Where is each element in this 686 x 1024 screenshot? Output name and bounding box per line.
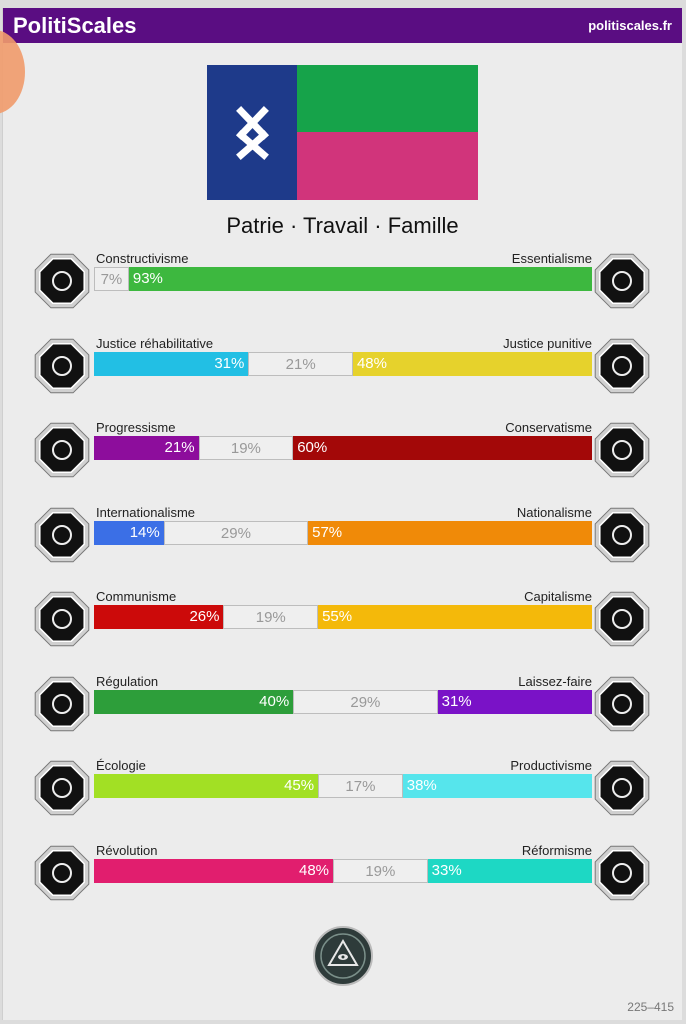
column-icon[interactable] <box>592 420 652 480</box>
butterfly-icon[interactable] <box>592 674 652 734</box>
flag-bottom-right-panel <box>297 132 478 200</box>
left-segment: 31% <box>94 352 248 376</box>
globe-icon[interactable] <box>32 505 92 565</box>
axis-bar <box>94 859 592 883</box>
left-segment: 21% <box>94 436 199 460</box>
hammer-sickle-icon[interactable] <box>32 589 92 649</box>
middle-segment: 29% <box>293 690 437 714</box>
brain-icon[interactable] <box>592 251 652 311</box>
axis-right-label: Justice punitive <box>503 335 592 351</box>
site-url-link[interactable]: politiscales.fr <box>588 18 672 33</box>
tree-icon[interactable] <box>32 758 92 818</box>
axis-left-label: Révolution <box>96 842 158 858</box>
right-segment: 93% <box>129 267 592 291</box>
left-segment: 40% <box>94 690 293 714</box>
axis-right-label: Conservatisme <box>505 420 592 435</box>
right-segment: 57% <box>308 521 592 545</box>
ruler-icon[interactable] <box>32 674 92 734</box>
axis-bar <box>94 774 592 798</box>
axis-right-label: Essentialisme <box>511 251 592 266</box>
axis-bar <box>94 690 592 714</box>
flag-icon[interactable] <box>592 505 652 565</box>
axis-left-label: Constructivisme <box>96 251 189 266</box>
axis-left-label: Communisme <box>96 589 177 604</box>
axis-row <box>3 336 682 406</box>
axis-right-label: Nationalisme <box>516 504 592 520</box>
left-segment: 26% <box>94 605 223 629</box>
left-segment: 14% <box>94 521 164 545</box>
result-flag <box>207 65 478 200</box>
axis-row <box>3 758 682 828</box>
handshake-icon[interactable] <box>32 336 92 396</box>
axis-row <box>3 589 682 659</box>
axis-right-label: Laissez-faire <box>518 673 592 689</box>
results-card <box>2 8 682 1020</box>
axis-right-label: Productivisme <box>510 758 592 773</box>
axis-row <box>3 505 682 575</box>
middle-segment: 21% <box>248 352 353 376</box>
eye-icon[interactable] <box>32 251 92 311</box>
axis-bar <box>94 436 592 460</box>
middle-segment: 29% <box>164 521 308 545</box>
prison-bars-icon[interactable] <box>592 336 652 396</box>
flag-slogan: Patrie · Travail · Famille <box>226 213 459 238</box>
axis-left-label: Régulation <box>96 673 159 689</box>
middle-segment: 19% <box>333 859 428 883</box>
app-title[interactable]: PolitiScales <box>13 13 137 38</box>
left-segment: 45% <box>94 774 318 798</box>
axis-bar <box>94 521 592 545</box>
right-segment: 55% <box>318 605 592 629</box>
app-header <box>3 8 682 43</box>
left-segment: 7% <box>94 267 129 291</box>
flag-top-right-panel <box>297 65 478 132</box>
left-segment: 48% <box>94 859 333 883</box>
axis-row <box>3 674 682 744</box>
axis-row <box>3 251 682 321</box>
rocket-icon[interactable] <box>32 420 92 480</box>
right-segment: 48% <box>353 352 592 376</box>
money-bag-icon[interactable] <box>592 589 652 649</box>
axis-right-label: Réformisme <box>521 842 592 858</box>
middle-segment: 19% <box>199 436 294 460</box>
right-segment: 31% <box>438 690 592 714</box>
middle-segment: 17% <box>318 774 403 798</box>
ballot-box-icon[interactable] <box>592 843 652 903</box>
right-segment: 38% <box>403 774 592 798</box>
right-segment: 33% <box>428 859 592 883</box>
axis-right-label: Capitalisme <box>524 589 592 604</box>
flag-left-panel <box>207 65 297 200</box>
axis-bar <box>94 267 592 291</box>
right-segment: 60% <box>293 436 592 460</box>
axis-bar <box>94 352 592 376</box>
middle-segment: 19% <box>223 605 318 629</box>
axis-bar <box>94 605 592 629</box>
gear-icon[interactable] <box>592 758 652 818</box>
axis-row <box>3 843 682 913</box>
axis-left-label: Progressisme <box>96 420 176 435</box>
axis-left-label: Justice réhabilitative <box>96 335 214 351</box>
axis-row <box>3 420 682 490</box>
axis-left-label: Écologie <box>96 758 146 773</box>
illuminati-pyramid-icon[interactable] <box>312 925 374 987</box>
fist-icon[interactable] <box>32 843 92 903</box>
axis-left-label: Internationalisme <box>96 504 195 520</box>
result-code: 225–415 <box>627 1000 674 1014</box>
